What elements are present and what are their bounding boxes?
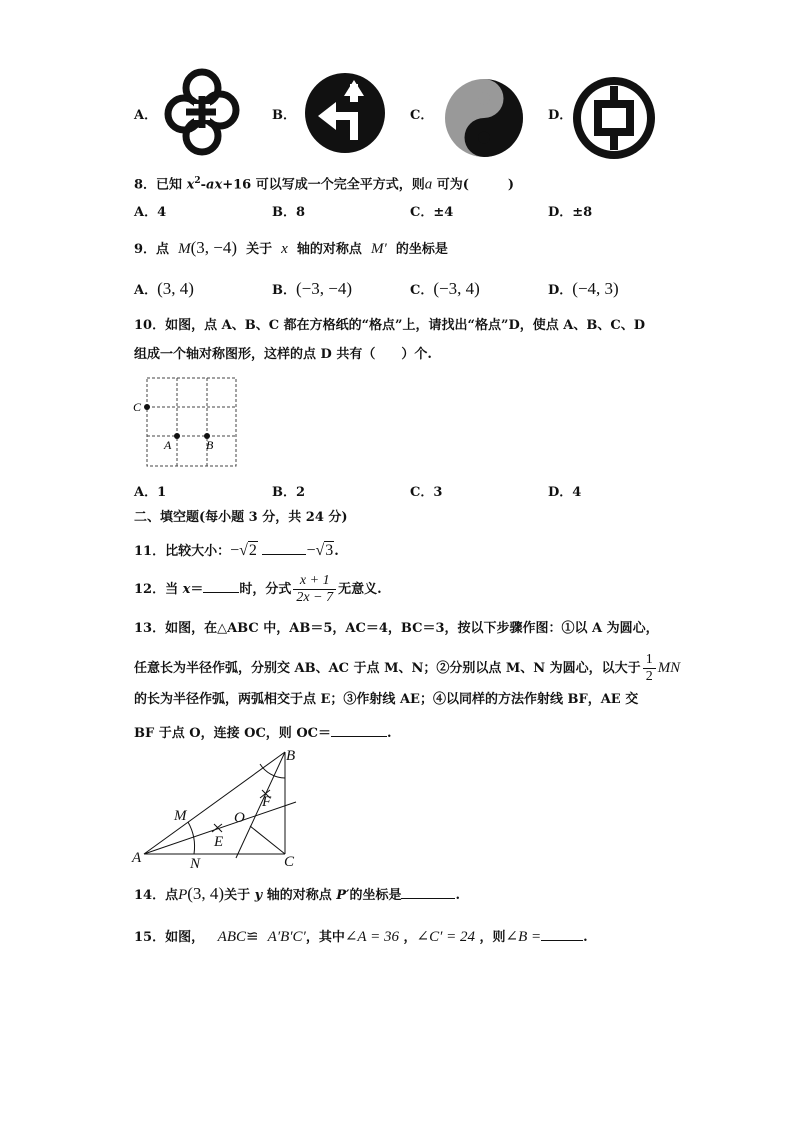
- question-14: 14．点P(3, 4)关于 y 轴的对称点 P′的坐标是 .: [134, 884, 460, 903]
- answer-blank-15[interactable]: [541, 926, 583, 941]
- q8-option-d: D．±8: [548, 205, 593, 220]
- q9-option-a: A．(3, 4): [134, 279, 194, 298]
- fig-label-c: C: [284, 854, 295, 870]
- q9-option-c: C．(−3, 4): [410, 279, 480, 298]
- left-turn-sign-icon: [304, 72, 386, 154]
- q10-option-a: A．1: [134, 485, 167, 500]
- fig-label-f: F: [262, 794, 272, 810]
- coin-symbol-icon: [572, 76, 656, 160]
- option-d-label: D．: [548, 108, 573, 123]
- question-13-line1: 13．如图，在△ABC 中，AB＝5，AC＝4，BC＝3，按以下步骤作图：①以 A 为圆心，: [134, 621, 659, 636]
- grid-figure: [130, 372, 242, 472]
- section-2-heading: 二、填空题(每小题 3 分，共 24 分): [134, 510, 348, 525]
- q10-option-d: D．4: [548, 485, 582, 500]
- triangle-figure: [128, 744, 308, 870]
- q10-option-b: B．2: [272, 485, 306, 500]
- label-a: A: [164, 438, 172, 452]
- question-12: 12．当 x＝ 时，分式 $\frac{x + 1}{2x - 7}$ 无意义.: [134, 573, 382, 605]
- question-10-line2: 组成一个轴对称图形，这样的点 D 共有（ ）个.: [134, 347, 432, 362]
- answer-blank-12[interactable]: [203, 578, 239, 593]
- knot-logo-icon: [164, 66, 240, 158]
- question-13-line3: 的长为半径作弧，两弧相交于点 E；③作射线 AE；④以同样的方法作射线 BF，AE 交: [134, 692, 639, 707]
- fig-label-n: N: [190, 856, 201, 870]
- label-b: B: [206, 438, 214, 452]
- fig-label-o: O: [234, 810, 245, 826]
- q8-option-c: C．±4: [410, 205, 454, 220]
- point-c: [144, 404, 150, 410]
- fig-label-m: M: [174, 808, 187, 824]
- question-13-line2-wrap: 任意长为半径作弧，分别交 AB、AC 于点 M、N；②分别以点 M、N 为圆心，以大于 $\frac{1}{2}$ MN: [134, 652, 681, 684]
- fig-label-a: A: [132, 850, 142, 866]
- question-9: 9．点 M(3, −4) 关于 x 轴的对称点 M′ 的坐标是: [134, 238, 448, 257]
- option-b-label: B．: [272, 108, 296, 123]
- q8-option-a: A．4: [134, 205, 167, 220]
- option-c-label: C．: [410, 108, 434, 123]
- yin-yang-icon: [444, 78, 524, 158]
- q9-option-d: D．(−4, 3): [548, 279, 619, 298]
- fig-label-b: B: [286, 748, 296, 764]
- answer-blank-14[interactable]: [401, 884, 455, 899]
- q10-option-c: C．3: [410, 485, 443, 500]
- option-a-label: A．: [134, 108, 158, 123]
- question-11: 11．比较大小：−√2 −√3.: [134, 542, 339, 559]
- question-8: 8．已知 $x^2-ax+16$ 可以写成一个完全平方式，则a 可为( ): [134, 176, 515, 193]
- q8-option-b: B．8: [272, 205, 306, 220]
- question-15: 15．如图， ABC≌ A′B′C′，其中∠A = 36 ，∠C′ = 24 ，则∠B = .: [134, 926, 588, 948]
- answer-blank-13[interactable]: [331, 722, 387, 737]
- fig-label-e: E: [214, 834, 224, 850]
- answer-blank-11[interactable]: [262, 540, 306, 555]
- question-10-line1: 10．如图，点 A、B、C 都在方格纸的“格点”上，请找出“格点”D，使点 A、B、C、D: [134, 318, 645, 333]
- point-a: [174, 433, 180, 439]
- question-13-line4: BF 于点 O，连接 OC，则 OC＝ .: [134, 722, 392, 744]
- label-c: C: [133, 400, 142, 414]
- q9-option-b: B．(−3, −4): [272, 279, 352, 298]
